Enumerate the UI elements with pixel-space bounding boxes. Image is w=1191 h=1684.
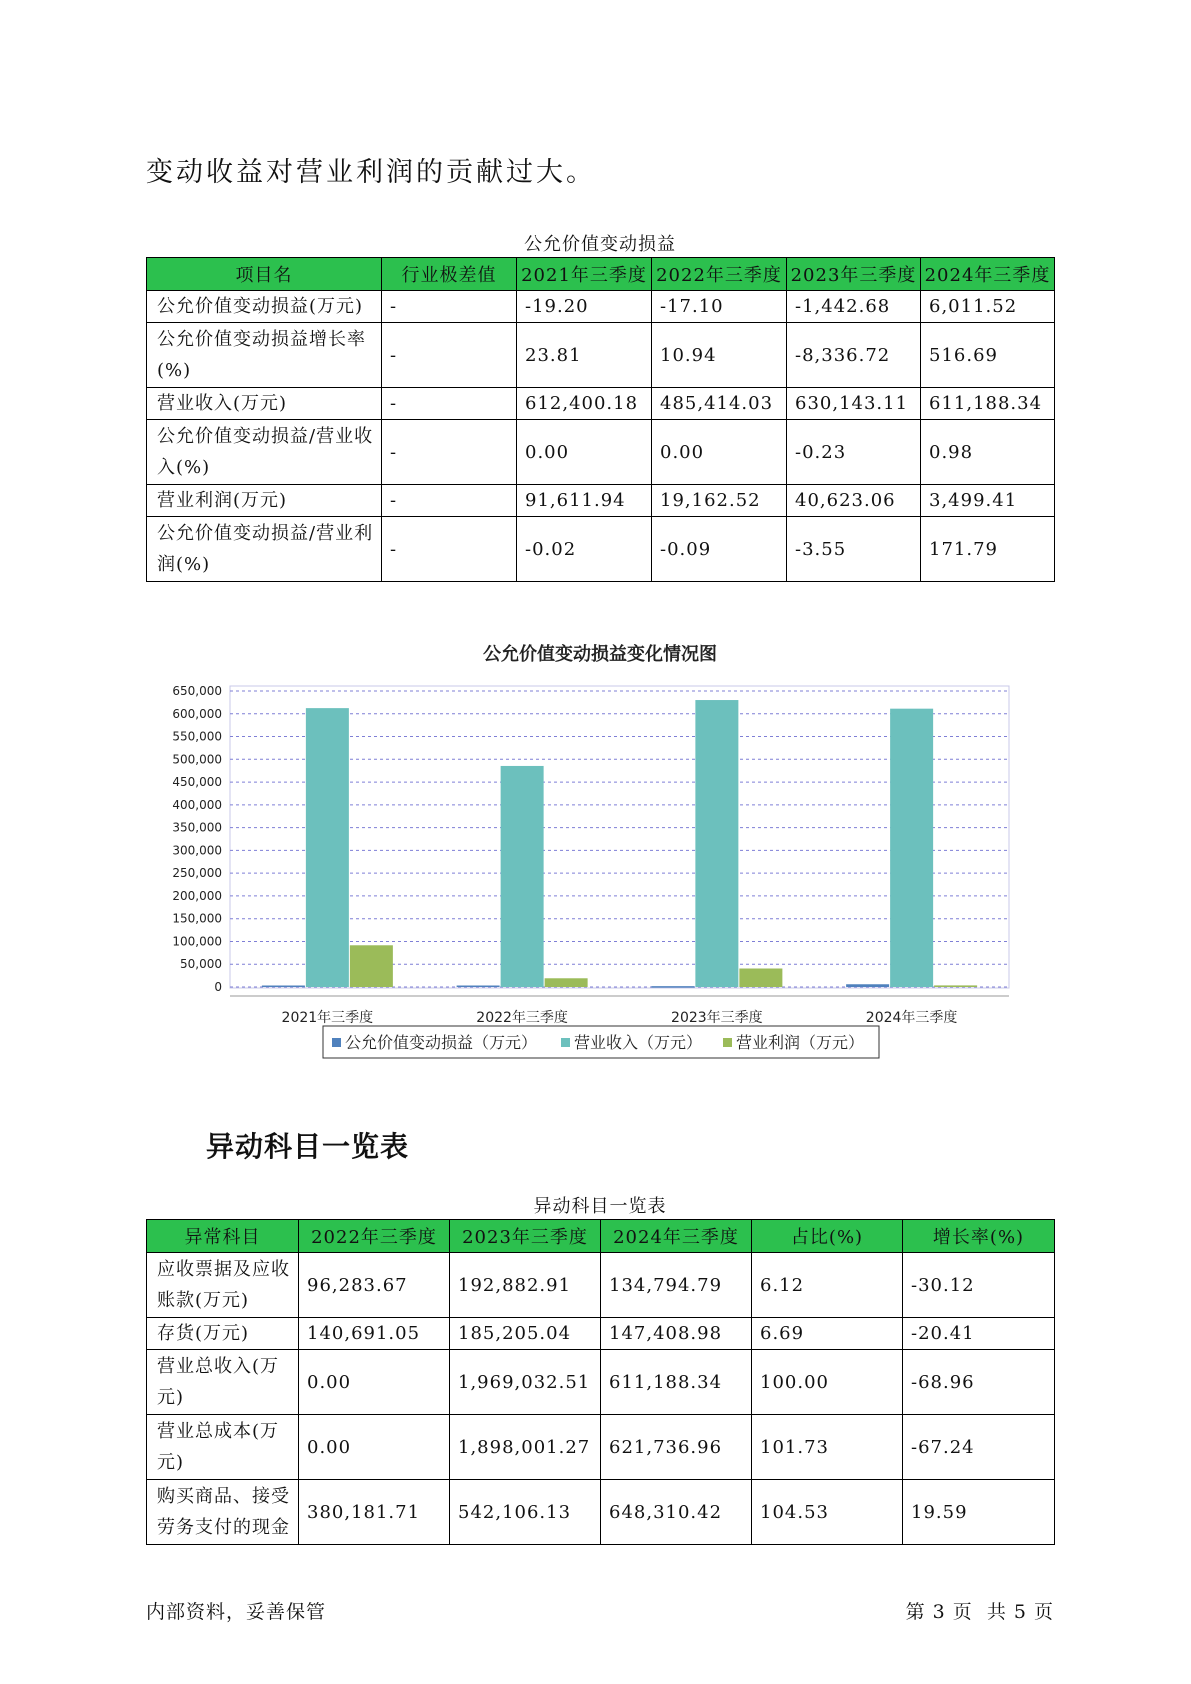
- bar: [262, 986, 305, 988]
- table-cell: 185,205.04: [450, 1318, 601, 1350]
- y-tick-label: 650,000: [172, 684, 222, 698]
- header-cell: 2022年三季度: [299, 1220, 450, 1253]
- table-cell: -0.23: [787, 420, 921, 485]
- x-tick-label: 2022年三季度: [476, 1010, 568, 1026]
- table-cell: 192,882.91: [450, 1253, 601, 1318]
- bar: [306, 708, 349, 987]
- table2-caption: 异动科目一览表: [533, 1196, 667, 1217]
- table-cell: -: [382, 420, 517, 485]
- x-tick-label: 2024年三季度: [865, 1010, 958, 1026]
- table-cell: 10.94: [652, 323, 787, 388]
- abnormal-items-table: [146, 1219, 1055, 1545]
- section-title: 异动科目一览表: [206, 1130, 410, 1163]
- table-cell: 0.00: [652, 420, 787, 485]
- bar: [739, 969, 782, 987]
- legend-swatch: [561, 1038, 570, 1047]
- y-tick-label: 0: [214, 980, 222, 994]
- table-cell: -0.09: [652, 517, 787, 582]
- table-cell: -68.96: [903, 1350, 1055, 1415]
- header-cell: 2023年三季度: [787, 258, 921, 291]
- table-cell: 101.73: [752, 1415, 903, 1480]
- header-cell: 异常科目: [147, 1220, 299, 1253]
- table-cell: 96,283.67: [299, 1253, 450, 1318]
- table-cell: -: [382, 517, 517, 582]
- header-cell: 2023年三季度: [450, 1220, 601, 1253]
- table-cell: 134,794.79: [601, 1253, 752, 1318]
- table-row: [147, 420, 1055, 485]
- legend-swatch: [332, 1038, 341, 1047]
- x-tick-label: 2021年三季度: [281, 1010, 374, 1026]
- table-cell: 171.79: [921, 517, 1055, 582]
- table-row: [147, 485, 1055, 517]
- table-cell: -0.02: [517, 517, 652, 582]
- table-cell: 516.69: [921, 323, 1055, 388]
- legend-label: 营业利润（万元）: [736, 1033, 865, 1052]
- table-cell: 23.81: [517, 323, 652, 388]
- table-cell: 19,162.52: [652, 485, 787, 517]
- table-cell: -3.55: [787, 517, 921, 582]
- table-cell: 104.53: [752, 1480, 903, 1545]
- table-cell: 621,736.96: [601, 1415, 752, 1480]
- table-cell: -: [382, 388, 517, 420]
- table-cell: 6.69: [752, 1318, 903, 1350]
- y-tick-label: 250,000: [172, 866, 222, 881]
- table-cell: 630,143.11: [787, 388, 921, 420]
- table-cell: 91,611.94: [517, 485, 652, 517]
- table-cell: -19.20: [517, 291, 652, 323]
- header-cell: 2022年三季度: [652, 258, 787, 291]
- table-cell: 40,623.06: [787, 485, 921, 517]
- y-tick-label: 450,000: [172, 775, 222, 790]
- body-paragraph: 变动收益对营业利润的贡献过大。: [146, 157, 596, 188]
- bar: [545, 978, 588, 987]
- bar: [651, 986, 694, 988]
- table-cell: -: [382, 291, 517, 323]
- row-label: 公允价值变动损益(万元): [147, 291, 382, 323]
- header-cell: 2021年三季度: [517, 258, 652, 291]
- row-label: 购买商品、接受劳务支付的现金: [147, 1480, 299, 1545]
- y-tick-label: 400,000: [172, 797, 222, 812]
- chart-title: 公允价值变动损益变化情况图: [483, 644, 717, 665]
- bar: [695, 700, 738, 987]
- table-cell: 380,181.71: [299, 1480, 450, 1545]
- y-tick-label: 150,000: [172, 911, 222, 926]
- table-cell: 611,188.34: [601, 1350, 752, 1415]
- table-cell: 6.12: [752, 1253, 903, 1318]
- table-cell: -1,442.68: [787, 291, 921, 323]
- legend-label: 营业收入（万元）: [574, 1033, 703, 1052]
- row-label: 营业总成本(万元): [147, 1415, 299, 1480]
- table-row: [147, 1318, 1055, 1350]
- legend-swatch: [723, 1038, 732, 1047]
- table-row: [147, 1415, 1055, 1480]
- bar: [501, 766, 544, 987]
- y-tick-label: 550,000: [172, 729, 222, 744]
- footer-confidential-note: 内部资料，妥善保管: [146, 1601, 327, 1623]
- table-row: [147, 1253, 1055, 1318]
- table-cell: 3,499.41: [921, 485, 1055, 517]
- header-cell: 行业极差值: [382, 258, 517, 291]
- bar: [350, 945, 393, 987]
- table-row: [147, 388, 1055, 420]
- y-tick-label: 350,000: [172, 820, 222, 835]
- y-tick-label: 200,000: [172, 888, 222, 903]
- fair-value-chart: [0, 630, 1191, 1090]
- table-cell: 1,969,032.51: [450, 1350, 601, 1415]
- legend-label: 公允价值变动损益（万元）: [345, 1033, 538, 1052]
- table-header-row: [147, 258, 1055, 291]
- table-cell: -67.24: [903, 1415, 1055, 1480]
- table-cell: -: [382, 485, 517, 517]
- row-label: 营业总收入(万元): [147, 1350, 299, 1415]
- y-tick-label: 50,000: [180, 957, 222, 972]
- table-row: [147, 1480, 1055, 1545]
- table-cell: -8,336.72: [787, 323, 921, 388]
- bar: [846, 984, 889, 987]
- row-label: 公允价值变动损益/营业利润(%): [147, 517, 382, 582]
- row-label: 应收票据及应收账款(万元): [147, 1253, 299, 1318]
- table-cell: 19.59: [903, 1480, 1055, 1545]
- bar: [457, 986, 500, 988]
- bar: [890, 709, 933, 987]
- row-label: 营业利润(万元): [147, 485, 382, 517]
- row-label: 存货(万元): [147, 1318, 299, 1350]
- table-cell: 542,106.13: [450, 1480, 601, 1545]
- table-cell: -20.41: [903, 1318, 1055, 1350]
- y-tick-label: 300,000: [172, 843, 222, 858]
- footer-page-number: 第 3 页 共 5 页: [905, 1601, 1054, 1623]
- x-tick-label: 2023年三季度: [671, 1010, 763, 1026]
- bar: [934, 985, 977, 987]
- row-label: 公允价值变动损益增长率(%): [147, 323, 382, 388]
- table-cell: 0.00: [299, 1350, 450, 1415]
- row-label: 公允价值变动损益/营业收入(%): [147, 420, 382, 485]
- table-cell: 100.00: [752, 1350, 903, 1415]
- header-cell: 增长率(%): [903, 1220, 1055, 1253]
- y-tick-label: 600,000: [172, 706, 222, 721]
- table-cell: 485,414.03: [652, 388, 787, 420]
- row-label: 营业收入(万元): [147, 388, 382, 420]
- table-cell: 0.00: [517, 420, 652, 485]
- header-cell: 项目名: [147, 258, 382, 291]
- header-cell: 2024年三季度: [921, 258, 1055, 291]
- table-row: [147, 291, 1055, 323]
- table-row: [147, 1350, 1055, 1415]
- header-cell: 2024年三季度: [601, 1220, 752, 1253]
- table-cell: -17.10: [652, 291, 787, 323]
- y-tick-label: 100,000: [172, 934, 222, 949]
- header-cell: 占比(%): [752, 1220, 903, 1253]
- table-cell: 611,188.34: [921, 388, 1055, 420]
- y-tick-label: 500,000: [172, 752, 222, 767]
- table-cell: 0.98: [921, 420, 1055, 485]
- table-header-row: [147, 1220, 1055, 1253]
- table-cell: 0.00: [299, 1415, 450, 1480]
- table-cell: -: [382, 323, 517, 388]
- table-cell: 147,408.98: [601, 1318, 752, 1350]
- table-row: [147, 323, 1055, 388]
- table-cell: 6,011.52: [921, 291, 1055, 323]
- table-row: [147, 517, 1055, 582]
- table-cell: -30.12: [903, 1253, 1055, 1318]
- table-cell: 612,400.18: [517, 388, 652, 420]
- table-cell: 648,310.42: [601, 1480, 752, 1545]
- table-cell: 140,691.05: [299, 1318, 450, 1350]
- fair-value-table: [146, 257, 1055, 582]
- table-cell: 1,898,001.27: [450, 1415, 601, 1480]
- table1-caption: 公允价值变动损益: [524, 234, 676, 255]
